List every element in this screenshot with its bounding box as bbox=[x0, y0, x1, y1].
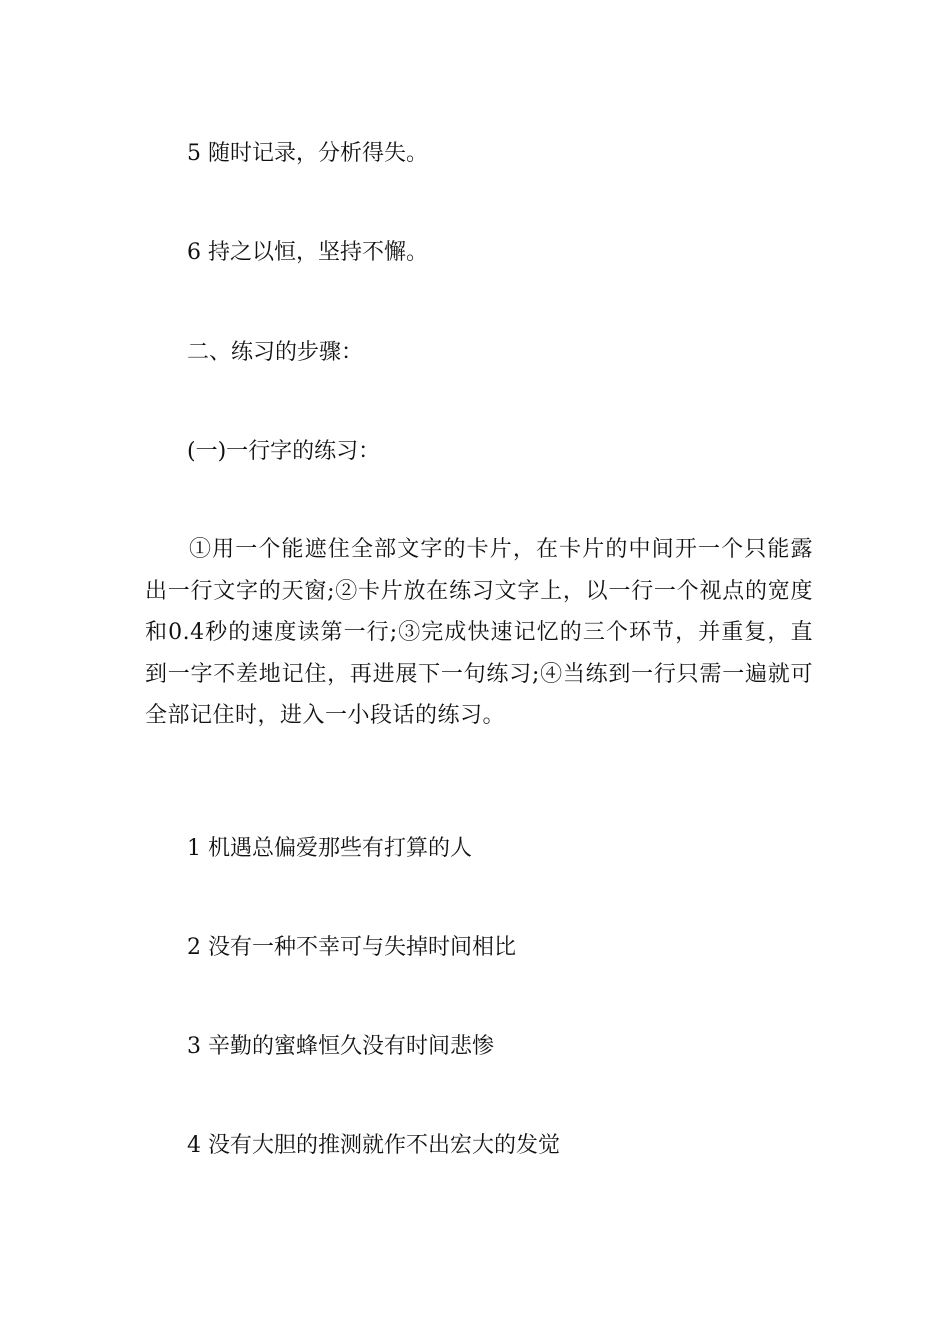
section-heading-steps: 二、练习的步骤： bbox=[187, 340, 364, 365]
body-paragraph: ①用一个能遮住全部文字的卡片，在卡片的中间开一个只能露出一行文字的天窗;②卡片放在练习文字上，以一行一个视点的宽度和0.4秒的速度读第一行;③完成快速记忆的三个环节，并重复，直到一字不差地记住，再进展下一句练习;④当练到一行只需一遍就可全部记住时，进入一小段话的练习。 bbox=[145, 537, 813, 728]
list-item-persevere: 6 持之以恒，坚持不懈。 bbox=[187, 240, 428, 265]
practice-sentence-3: 3 辛勤的蜜蜂恒久没有时间悲惨 bbox=[187, 1034, 494, 1059]
subsection-heading-one-line: (一)一行字的练习： bbox=[187, 439, 381, 464]
practice-sentence-2: 2 没有一种不幸可与失掉时间相比 bbox=[187, 935, 516, 960]
list-item-record: 5 随时记录，分析得失。 bbox=[187, 141, 428, 166]
practice-sentence-1: 1 机遇总偏爱那些有打算的人 bbox=[187, 836, 472, 861]
practice-sentence-4: 4 没有大胆的推测就作不出宏大的发觉 bbox=[187, 1133, 560, 1158]
